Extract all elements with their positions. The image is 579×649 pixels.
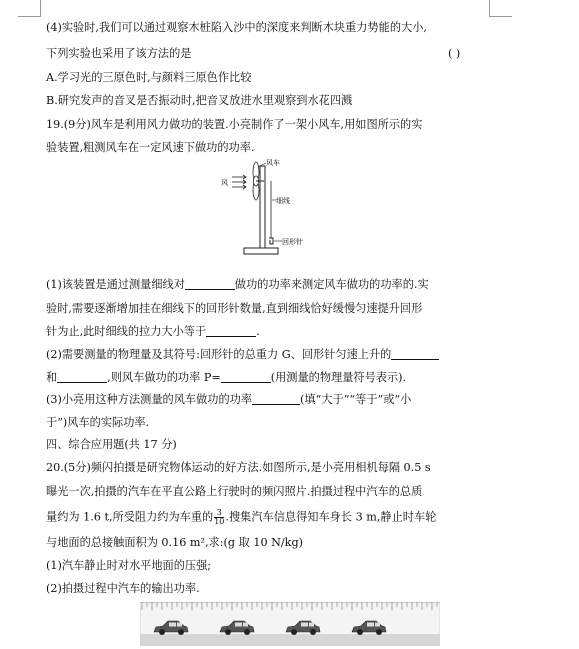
q19-part1-line3 xyxy=(46,325,260,339)
windmill-figure xyxy=(218,158,328,260)
option-a: A.学习光的三原色时,与颜料三原色作比较 xyxy=(46,71,252,84)
question-20-line2: 曝光一次,拍摄的汽车在平直公路上行驶时的频闪照片.拍摄过程中汽车的总质 xyxy=(46,485,423,498)
fill-blank-3[interactable] xyxy=(391,348,439,360)
question-19-intro-cont: 验装置,粗测风车在一定风速下做功的功率. xyxy=(46,141,255,154)
section-heading: 四、综合应用题(共 17 分) xyxy=(46,438,177,451)
text-line-2: 下列实验也采用了该方法的是 xyxy=(46,47,192,60)
question-20-text-b: .搜集汽车信息得知车身长 3 m,静止时车轮 xyxy=(225,510,437,524)
label-windmill: 风车 xyxy=(266,159,280,167)
question-20-part1: (1)汽车静止时对水平地面的压强; xyxy=(46,559,212,572)
fill-blank-5[interactable] xyxy=(221,371,271,383)
q19-part1-text-a: (1)该装置是通过测量细线对 xyxy=(46,278,185,291)
road xyxy=(140,634,440,646)
question-20-line4: 与地面的总接触面积为 0.16 m²,求:(g 取 10 N/kg) xyxy=(46,536,303,549)
margin-corner-left xyxy=(18,0,41,17)
question-20-line3 xyxy=(46,509,436,526)
windmill-base xyxy=(244,248,278,254)
wind-arrows xyxy=(232,175,246,189)
question-20-part2: (2)拍摄过程中汽车的输出功率. xyxy=(46,582,200,595)
q19-part2-line2 xyxy=(46,371,406,385)
q19-part3-line1 xyxy=(46,393,411,407)
windmill-stand xyxy=(260,166,265,250)
fill-blank-2[interactable] xyxy=(206,325,256,337)
answer-paren: ( ) xyxy=(448,47,461,60)
q19-part3-text-b: (填“大于”“等于”或“小 xyxy=(300,393,412,406)
q19-part1-text-c: 针为止,此时细线的拉力大小等于 xyxy=(46,325,207,338)
q19-part1-line1 xyxy=(46,278,429,292)
q19-part1-line2: 验时,需要逐渐增加挂在细线下的回形针数量,直到细线恰好缓慢匀速提升回形 xyxy=(46,302,423,315)
question-19-intro: 19.(9分)风车是利用风力做功的装置.小亮制作了一架小风车,用如图所示的实 xyxy=(46,118,423,131)
q19-part1-text-b: 做功的功率来测定风车做功的功率的.实 xyxy=(234,278,429,291)
fraction-3-10 xyxy=(214,509,224,526)
option-b: B.研究发声的音叉是否振动时,把音叉放进水里观察到水花四溅 xyxy=(46,94,353,107)
text-line-1: (4)实验时,我们可以通过观察木桩陷入沙中的深度来判断木块重力势能的大小, xyxy=(46,21,427,34)
q19-part2-text-a: (2)需要测量的物理量及其符号:回形针的总重力 G、回形针匀速上升的 xyxy=(46,348,392,361)
q19-part3-line2: 于”)风车的实际功率. xyxy=(46,416,150,429)
strobe-photo-figure xyxy=(140,602,440,646)
q19-part2-text-c: ,则风车做功的功率 P= xyxy=(107,371,221,384)
fill-blank-4[interactable] xyxy=(57,371,107,383)
label-paperclip: 回形针 xyxy=(282,238,303,246)
question-20-text-a: 量约为 1.6 t,所受阻力约为车重的 xyxy=(46,510,214,524)
label-wind: 风 xyxy=(221,179,228,187)
fill-blank-6[interactable] xyxy=(252,393,300,405)
q19-part2-line1 xyxy=(46,348,439,362)
fill-blank-1[interactable] xyxy=(185,278,235,290)
q19-part2-text-b: 和 xyxy=(46,371,58,384)
q19-part2-text-d: (用测量的物理量符号表示). xyxy=(270,371,407,384)
margin-corner-right xyxy=(489,0,512,17)
label-thread: 细线 xyxy=(276,197,290,205)
fraction-denominator: 10 xyxy=(214,517,225,526)
q19-part1-period: . xyxy=(256,325,260,338)
question-20-intro: 20.(5分)频闪拍摄是研究物体运动的好方法.如图所示,是小亮用相机每隔 0.5 s xyxy=(46,461,431,474)
fraction-numerator: 3 xyxy=(214,509,224,518)
q19-part3-text-a: (3)小亮用这种方法测量的风车做功的功率 xyxy=(46,393,253,406)
paperclip-icon xyxy=(269,238,273,244)
